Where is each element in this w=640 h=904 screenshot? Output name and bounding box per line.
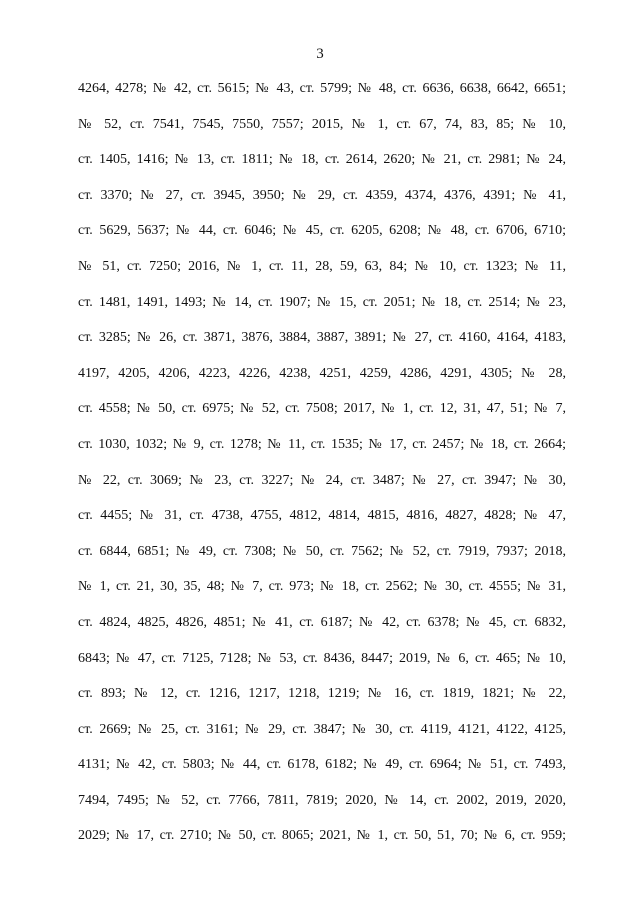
- text-line: ст. 2669; № 25, ст. 3161; № 29, ст. 3847; № 30, ст. 4119, 4121, 4122, 4125,: [78, 721, 566, 737]
- text-line: № 52, ст. 7541, 7545, 7550, 7557; 2015, № 1, ст. 67, 74, 83, 85; № 10,: [78, 116, 566, 132]
- text-line: 7494, 7495; № 52, ст. 7766, 7811, 7819; 2020, № 14, ст. 2002, 2019, 2020,: [78, 792, 566, 808]
- text-line: № 51, ст. 7250; 2016, № 1, ст. 11, 28, 59, 63, 84; № 10, ст. 1323; № 11,: [78, 258, 566, 274]
- text-line: ст. 4455; № 31, ст. 4738, 4755, 4812, 4814, 4815, 4816, 4827, 4828; № 47,: [78, 508, 566, 524]
- text-line: ст. 4824, 4825, 4826, 4851; № 41, ст. 6187; № 42, ст. 6378; № 45, ст. 6832,: [78, 614, 566, 630]
- text-line: 4264, 4278; № 42, ст. 5615; № 43, ст. 5799; № 48, ст. 6636, 6638, 6642, 6651;: [78, 81, 566, 96]
- text-line: 4131; № 42, ст. 5803; № 44, ст. 6178, 6182; № 49, ст. 6964; № 51, ст. 7493,: [78, 757, 566, 773]
- text-line: ст. 3285; № 26, ст. 3871, 3876, 3884, 3887, 3891; № 27, ст. 4160, 4164, 4183,: [78, 330, 566, 346]
- text-line: 6843; № 47, ст. 7125, 7128; № 53, ст. 8436, 8447; 2019, № 6, ст. 465; № 10,: [78, 650, 566, 666]
- text-line: ст. 893; № 12, ст. 1216, 1217, 1218, 1219; № 16, ст. 1819, 1821; № 22,: [78, 686, 566, 702]
- text-line: 4197, 4205, 4206, 4223, 4226, 4238, 4251, 4259, 4286, 4291, 4305; № 28,: [78, 365, 566, 381]
- text-line: № 22, ст. 3069; № 23, ст. 3227; № 24, ст. 3487; № 27, ст. 3947; № 30,: [78, 472, 566, 488]
- text-line: ст. 3370; № 27, ст. 3945, 3950; № 29, ст. 4359, 4374, 4376, 4391; № 41,: [78, 187, 566, 203]
- text-line: ст. 6844, 6851; № 49, ст. 7308; № 50, ст. 7562; № 52, ст. 7919, 7937; 2018,: [78, 543, 566, 559]
- text-line: ст. 4558; № 50, ст. 6975; № 52, ст. 7508; 2017, № 1, ст. 12, 31, 47, 51; № 7,: [78, 401, 566, 417]
- text-line: 2029; № 17, ст. 2710; № 50, ст. 8065; 2021, № 1, ст. 50, 51, 70; № 6, ст. 959;: [78, 828, 566, 844]
- text-line: № 1, ст. 21, 30, 35, 48; № 7, ст. 973; № 18, ст. 2562; № 30, ст. 4555; № 31,: [78, 579, 566, 595]
- page-number: 3: [316, 46, 324, 62]
- text-line: ст. 1030, 1032; № 9, ст. 1278; № 11, ст. 1535; № 17, ст. 2457; № 18, ст. 2664;: [78, 436, 566, 452]
- text-line: ст. 1405, 1416; № 13, ст. 1811; № 18, ст. 2614, 2620; № 21, ст. 2981; № 24,: [78, 152, 566, 168]
- body-text: [78, 79, 566, 862]
- text-line: ст. 5629, 5637; № 44, ст. 6046; № 45, ст. 6205, 6208; № 48, ст. 6706, 6710;: [78, 223, 566, 239]
- text-line: ст. 1481, 1491, 1493; № 14, ст. 1907; № 15, ст. 2051; № 18, ст. 2514; № 23,: [78, 294, 566, 310]
